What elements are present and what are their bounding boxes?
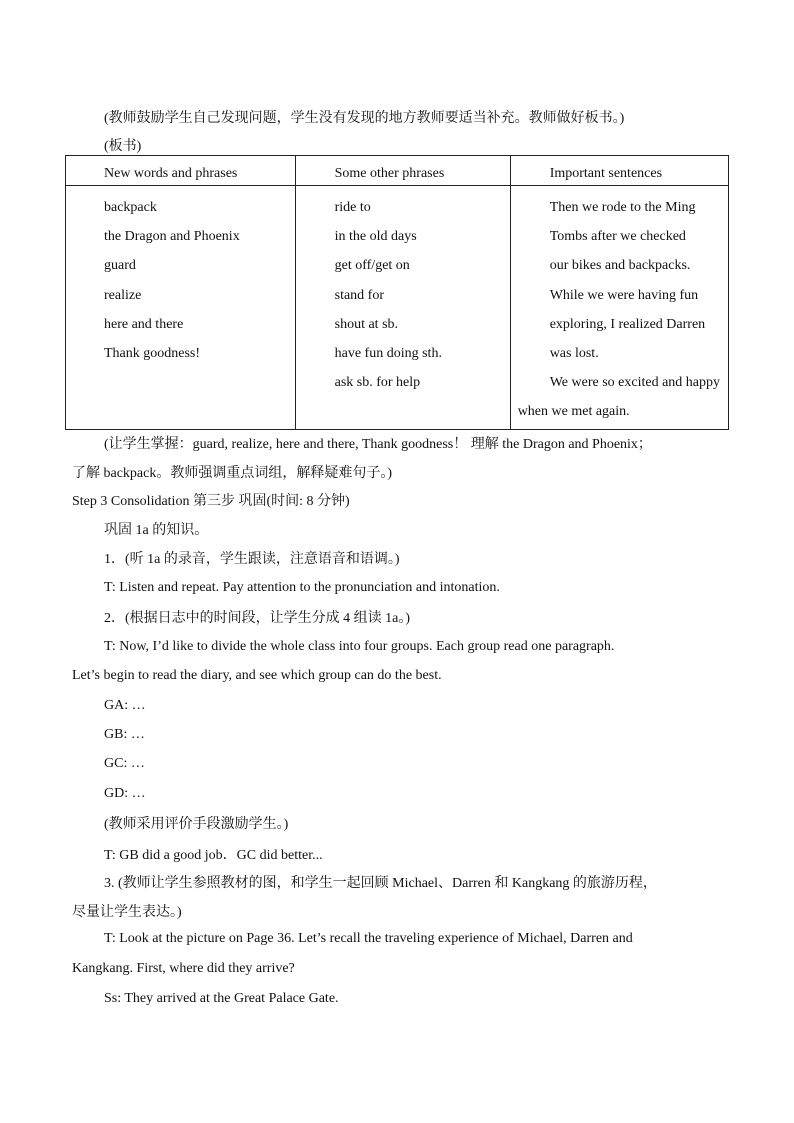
consolidate-note: 巩固 1a 的知识。 (104, 523, 209, 538)
group-d: GD: … (104, 786, 146, 801)
list-item: backpack (104, 200, 157, 215)
list-item: Thank goodness! (104, 346, 201, 362)
teacher-line-1: T: Listen and repeat. Pay attention to the pronunciation and intonation. (104, 580, 500, 595)
list-item: guard (104, 258, 136, 274)
list-item: our bikes and backpacks. (549, 258, 691, 274)
item-1: 1．(听 1a 的录音，学生跟读，注意语音和语调。) (104, 552, 400, 567)
list-item: ask sb. for help (334, 375, 421, 391)
list-item: While we were having fun (549, 287, 699, 303)
list-item: the Dragon and Phoenix (104, 229, 240, 245)
teacher-line-4a: T: Look at the picture on Page 36. Let’s recall the traveling experience of Michael, Darren and (104, 931, 633, 946)
board-label: (板书) (104, 139, 142, 154)
list-item: Tombs after we checked (549, 229, 686, 245)
list-item: get off/get on (334, 258, 410, 274)
intro-note: (教师鼓励学生自己发现问题，学生没有发现的地方教师要适当补充。教师做好板书。) (104, 111, 625, 126)
table-header-row (66, 156, 729, 186)
column-header-other-phrases: Some other phrases (295, 156, 510, 186)
list-item: when we met again. (517, 404, 630, 420)
new-words-list (66, 186, 296, 430)
teacher-line-2a: T: Now, I’d like to divide the whole class into four groups. Each group read one paragraph. (104, 639, 615, 654)
list-item: in the old days (334, 229, 417, 245)
column-header-important-sentences: Important sentences (510, 156, 728, 186)
list-item: have fun doing sth. (334, 346, 442, 362)
item-3-line-2: 尽量让学生表达。) (72, 905, 182, 920)
list-item: here and there (104, 316, 184, 332)
group-a: GA: … (104, 698, 146, 713)
blackboard-table (65, 155, 729, 430)
teacher-line-3: T: GB did a good job．GC did better... (104, 848, 323, 863)
other-phrases-list (295, 186, 510, 430)
group-b: GB: … (104, 727, 145, 742)
list-item: ride to (334, 200, 371, 215)
item-2: 2．(根据日志中的时间段，让学生分成 4 组读 1a。) (104, 611, 411, 626)
list-item: exploring, I realized Darren (549, 316, 706, 332)
students-answer: Ss: They arrived at the Great Palace Gate. (104, 991, 339, 1006)
step3-heading: Step 3 Consolidation 第三步 巩固(时间: 8 分钟) (72, 494, 350, 509)
column-header-new-words: New words and phrases (66, 156, 296, 186)
list-item: We were so excited and happy (549, 375, 720, 391)
table-row (66, 186, 729, 430)
item-3-line-1: 3. (教师让学生参照教材的图，和学生一起回顾 Michael、Darren 和 Kangkang 的旅游历程， (104, 876, 657, 891)
list-item: realize (104, 287, 142, 303)
list-item: Then we rode to the Ming (549, 200, 696, 215)
teacher-line-2b: Let’s begin to read the diary, and see which group can do the best. (72, 668, 442, 683)
list-item: shout at sb. (334, 316, 399, 332)
important-sentences-list (510, 186, 728, 430)
group-c: GC: … (104, 756, 145, 771)
teacher-line-4b: Kangkang. First, where did they arrive? (72, 961, 295, 976)
evaluation-note: (教师采用评价手段激励学生。) (104, 817, 289, 832)
master-note-line-1: (让学生掌握：guard, realize, here and there, Thank goodness！ 理解 the Dragon and Phoenix； (104, 437, 652, 452)
list-item: was lost. (549, 346, 599, 362)
master-note-line-2: 了解 backpack。教师强调重点词组，解释疑难句子。) (72, 466, 393, 481)
list-item: stand for (334, 287, 385, 303)
